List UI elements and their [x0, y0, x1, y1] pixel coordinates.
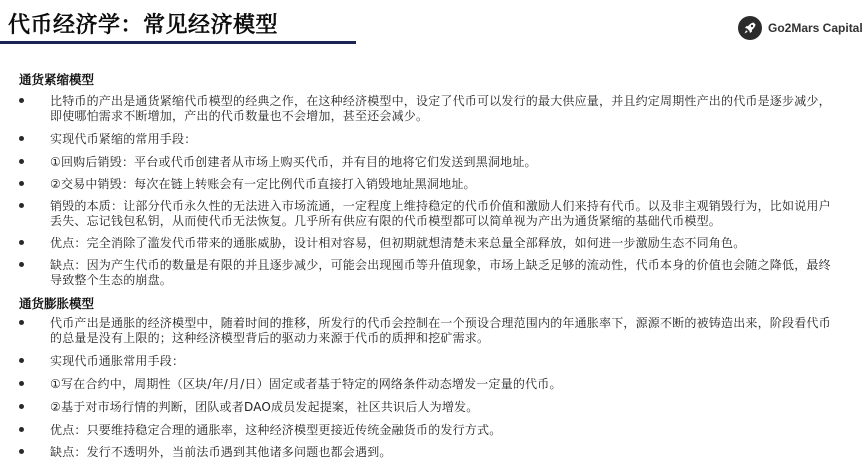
bullet-icon	[19, 404, 24, 409]
page-title: 代币经济学：常见经济模型	[8, 13, 279, 38]
section-heading-inflation: 通货膨胀模型	[19, 296, 95, 311]
list-item-text: 缺点：因为产生代币的数量是有限的并且逐步减少，可能会出现囤币等升值现象，市场上缺乏足够的流动性，代币本身的价值也会随之降低，最终导致整个生态的崩盘。	[50, 258, 831, 287]
bullet-icon	[19, 449, 24, 454]
list-item-text: ①回购后销毁：平台或代币创建者从市场上购买代币，并有目的地将它们发送到黑洞地址。	[50, 155, 537, 169]
list-item-text: ①写在合约中，周期性（区块/年/月/日）固定或者基于特定的网络条件动态增发一定量的代币。	[50, 377, 562, 391]
logo-text: Go2Mars Capital	[768, 21, 863, 35]
bullet-icon	[19, 320, 24, 325]
rocket-icon	[738, 16, 762, 40]
title-underline	[0, 41, 356, 44]
list-item-text: 优点：完全消除了滥发代币带来的通胀威胁，设计相对容易，但初期就想清楚未来总量全部释放，如何进一步激励生态不同角色。	[50, 236, 746, 250]
bullet-icon	[19, 262, 24, 267]
list-item-text: 销毁的本质：让部分代币永久性的无法进入市场流通，一定程度上维持稳定的代币价值和激励人们来持有代币。以及非主观销毁行为，比如说用户丢失、忘记钱包私钥，从而使代币无法恢复。几乎所有供应有限的代币模型都可以简单视为产出为通货紧缩的基础代币模型。	[50, 199, 831, 228]
list-item-text: 比特币的产出是通货紧缩代币模型的经典之作，在这种经济模型中，设定了代币可以发行的最大供应量，并且约定周期性产出的代币是逐步减少，即使哪怕需求不断增加，产出的代币数量也不会增加，甚至还会减少。	[50, 94, 831, 123]
slide-header	[0, 0, 865, 52]
bullet-icon	[19, 427, 24, 432]
section-heading-deflation: 通货紧缩模型	[19, 72, 95, 87]
bullet-icon	[19, 381, 24, 386]
list-item-text: 实现代币紧缩的常用手段：	[50, 132, 197, 146]
company-logo	[738, 16, 863, 40]
list-item-text: 优点：只要维持稳定合理的通胀率，这种经济模型更接近传统金融货币的发行方式。	[50, 423, 502, 437]
bullet-icon	[19, 159, 24, 164]
list-item-text: 缺点：发行不透明外，当前法币遇到其他诸多问题也都会遇到。	[50, 445, 392, 459]
bullet-icon	[19, 181, 24, 186]
list-item-text: 代币产出是通胀的经济模型中，随着时间的推移，所发行的代币会控制在一个预设合理范围内的年通胀率下，源源不断的被铸造出来，阶段看代币的总量是没有上限的；这种经济模型背后的驱动力来源于代币的质押和挖矿需求。	[50, 316, 831, 345]
bullet-icon	[19, 358, 24, 363]
bullet-icon	[19, 98, 24, 103]
list-item-text: 实现代币通胀常用手段：	[50, 354, 185, 368]
list-item-text: ②基于对市场行情的判断，团队或者DAO成员发起提案，社区共识后人为增发。	[50, 400, 479, 414]
list-item-text: ②交易中销毁：每次在链上转账会有一定比例代币直接打入销毁地址黑洞地址。	[50, 177, 476, 191]
bullet-icon	[19, 136, 24, 141]
bullet-icon	[19, 203, 24, 208]
bullet-icon	[19, 240, 24, 245]
